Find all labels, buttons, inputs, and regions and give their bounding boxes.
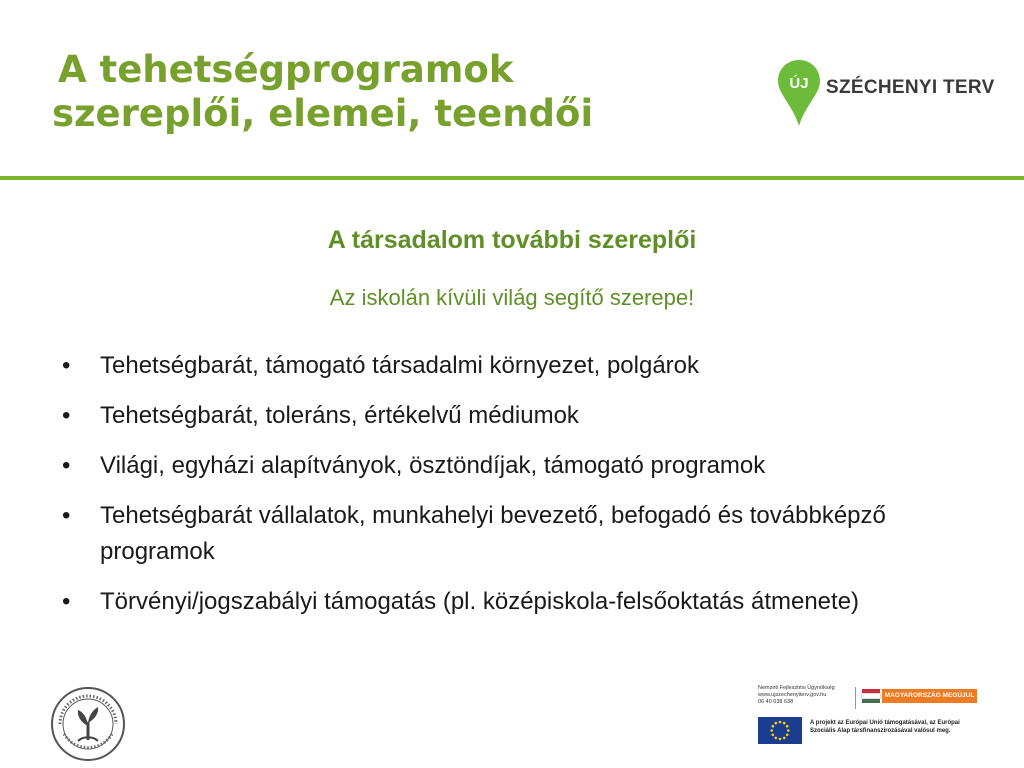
page-title-line2: szereplői, elemei, teendői <box>52 92 594 135</box>
hu-banner: MAGYARORSZÁG MEGÚJUL <box>882 689 977 703</box>
bullet-item: • Tehetségbarát, támogató társadalmi környezet, polgárok <box>62 348 982 384</box>
footer-sponsors <box>758 685 980 747</box>
agency-phone: 06 40 638 638 <box>758 699 794 705</box>
footer-divider <box>855 687 856 709</box>
page-title <box>52 48 593 136</box>
bullet-list <box>62 348 982 634</box>
szechenyi-terv-logo <box>778 60 995 130</box>
logo-brand-text: SZÉCHENYI TERV <box>826 77 995 98</box>
tehetsegsegito-seal-logo <box>50 686 126 762</box>
bullet-item: • Világi, egyházi alapítványok, ösztöndíjak, támogató programok <box>62 448 982 484</box>
eu-funding-line1: A projekt az Európai Unió támogatásával, az Európai <box>810 720 960 726</box>
agency-url: www.ujszechenyiterv.gov.hu <box>758 692 827 698</box>
agency-name: Nemzeti Fejlesztési Ügynökség <box>758 685 835 691</box>
section-subheading: Az iskolán kívüli világ segítő szerepe! <box>329 285 695 310</box>
agency-info <box>758 685 835 706</box>
page-title-line1: A tehetségprogramok <box>58 48 514 91</box>
map-pin-icon <box>778 60 820 128</box>
section-heading: A társadalom további szereplői <box>327 226 697 254</box>
bullet-item: • Tehetségbarát vállalatok, munkahelyi bevezető, befogadó és továbbképző programok <box>62 498 982 570</box>
bullet-item: • Tehetségbarát, toleráns, értékelvű médiumok <box>62 398 982 434</box>
eu-funding-line2: Szociális Alap társfinanszírozásával valósul meg. <box>810 728 951 734</box>
logo-pin-text: ÚJ <box>789 75 809 92</box>
hungarian-flag-icon <box>862 689 880 703</box>
eu-flag-icon <box>758 717 802 744</box>
header-divider <box>0 176 1024 180</box>
bullet-item: • Törvényi/jogszabályi támogatás (pl. középiskola-felsőoktatás átmenete) <box>62 584 982 620</box>
eu-funding-text <box>810 719 960 735</box>
